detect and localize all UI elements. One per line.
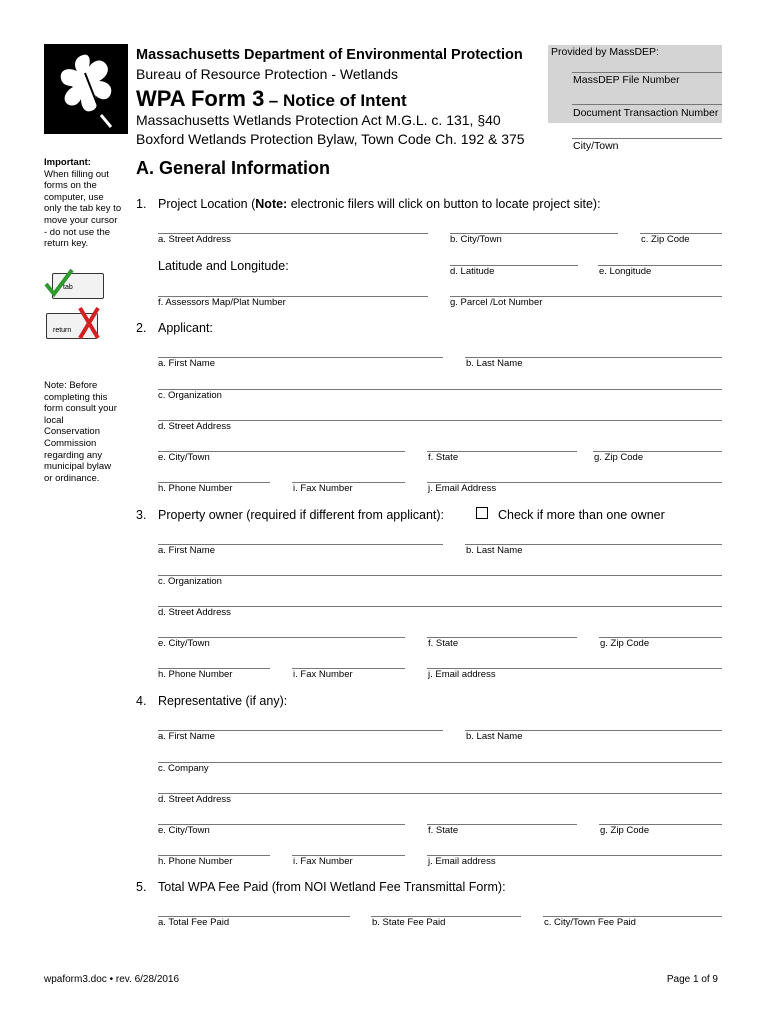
q3-number: 3. [136, 508, 147, 522]
form-title-main: WPA Form 3 [136, 86, 265, 111]
bureau-name: Bureau of Resource Protection - Wetlands [136, 66, 398, 82]
q2-city-label: e. City/Town [158, 452, 210, 463]
q4-street-label: d. Street Address [158, 794, 231, 805]
q2-organization-label: c. Organization [158, 390, 222, 401]
q3-label: Property owner (required if different from applicant): [158, 508, 445, 522]
q4-fax-label: i. Fax Number [293, 856, 353, 867]
city-town-label: City/Town [573, 140, 619, 152]
q1-assessor-label: f. Assessors Map/Plat Number [158, 297, 286, 308]
q2-zip-label: g. Zip Code [594, 452, 644, 463]
q2-phone-label: h. Phone Number [158, 483, 233, 494]
massdep-oak-leaf-logo [44, 44, 128, 134]
q5-label: Total WPA Fee Paid (from NOI Wetland Fee Transmittal Form): [158, 880, 506, 894]
form-title-subtitle: – Notice of Intent [268, 91, 407, 110]
green-check-icon [44, 268, 74, 298]
q4-street-input[interactable] [158, 793, 722, 806]
q2-label: Applicant: [158, 321, 213, 335]
q3-street-input[interactable] [158, 606, 722, 619]
q2-street-input[interactable] [158, 420, 722, 433]
q4-state-label: f. State [428, 825, 459, 836]
important-text: When filling out forms on the computer, use only the tab key to move your cursor - do not use the return key. [44, 168, 122, 250]
important-title: Important: [44, 157, 91, 168]
q3-organization-input[interactable] [158, 575, 722, 588]
q5-number: 5. [136, 880, 147, 894]
q2-last-name-label: b. Last Name [466, 358, 523, 369]
q1-parcel-label: g. Parcel /Lot Number [450, 297, 543, 308]
q4-first-name-label: a. First Name [158, 731, 216, 742]
q5-total-fee-label: a. Total Fee Paid [158, 917, 230, 928]
q1-latitude-label: d. Latitude [450, 266, 495, 277]
q1-note-bold: Note: [255, 197, 288, 211]
q1-longitude-label: e. Longitude [599, 266, 652, 277]
section-a-title: A. General Information [136, 158, 331, 178]
provided-by-label: Provided by MassDEP: [551, 46, 659, 58]
q1-number: 1. [136, 197, 147, 211]
q5-city-fee-label: c. City/Town Fee Paid [544, 917, 636, 928]
more-than-one-owner-checkbox[interactable] [476, 507, 488, 519]
q2-number: 2. [136, 321, 147, 335]
q4-company-label: c. Company [158, 763, 209, 774]
q2-organization-input[interactable] [158, 389, 722, 402]
q5-state-fee-label: b. State Fee Paid [372, 917, 446, 928]
q4-company-input[interactable] [158, 762, 722, 775]
q3-fax-label: i. Fax Number [293, 669, 353, 680]
bylaw-citation: Boxford Wetlands Protection Bylaw, Town Code Ch. 192 & 375 [136, 131, 525, 147]
q4-email-label: j. Email address [428, 856, 496, 867]
q2-email-label: j. Email Address [428, 483, 497, 494]
oak-leaf-icon [45, 45, 127, 133]
note-before-completing: Note: Before completing this form consult your local Conservation Commission regarding any municipal bylaw or ordinance. [44, 380, 117, 484]
q4-label: Representative (if any): [158, 694, 288, 708]
more-than-one-owner-label: Check if more than one owner [498, 508, 665, 522]
q4-number: 4. [136, 694, 147, 708]
tab-key-label: tab [63, 284, 73, 291]
q2-state-label: f. State [428, 452, 459, 463]
q1-prefix: Project Location ( [158, 197, 256, 211]
q1-latlong-label: Latitude and Longitude: [158, 259, 289, 273]
q3-street-label: d. Street Address [158, 607, 231, 618]
q4-city-label: e. City/Town [158, 825, 210, 836]
q3-last-name-label: b. Last Name [466, 545, 523, 556]
q2-fax-label: i. Fax Number [293, 483, 353, 494]
q3-organization-label: c. Organization [158, 576, 222, 587]
q2-first-name-label: a. First Name [158, 358, 216, 369]
file-number-label: MassDEP File Number [573, 74, 680, 86]
txn-number-line [572, 104, 722, 105]
city-town-line [572, 138, 722, 139]
q1-street-label: a. Street Address [158, 234, 231, 245]
txn-number-label: Document Transaction Number [573, 107, 719, 119]
important-note [44, 157, 122, 250]
q1-city-label: b. City/Town [450, 234, 502, 245]
footer-doc-revision: wpaform3.doc • rev. 6/28/2016 [44, 974, 180, 985]
q3-zip-label: g. Zip Code [600, 638, 650, 649]
q3-email-label: j. Email address [428, 669, 496, 680]
q4-last-name-label: b. Last Name [466, 731, 523, 742]
q3-state-label: f. State [428, 638, 459, 649]
department-name: Massachusetts Department of Environmental Protection [136, 47, 523, 63]
footer-page-number: Page 1 of 9 [666, 974, 718, 985]
q1-suffix: electronic filers will click on button to locate project site): [287, 197, 601, 211]
q1-label [158, 197, 601, 211]
q3-city-label: e. City/Town [158, 638, 210, 649]
q4-phone-label: h. Phone Number [158, 856, 233, 867]
return-key-label: return [53, 327, 72, 334]
q1-zip-label: c. Zip Code [641, 234, 690, 245]
red-x-icon [76, 306, 102, 340]
q4-zip-label: g. Zip Code [600, 825, 650, 836]
file-number-line [572, 72, 722, 73]
q3-phone-label: h. Phone Number [158, 669, 233, 680]
q2-street-label: d. Street Address [158, 421, 231, 432]
q3-first-name-label: a. First Name [158, 545, 216, 556]
act-citation: Massachusetts Wetlands Protection Act M.G.L. c. 131, §40 [136, 112, 501, 128]
form-title [136, 86, 407, 112]
